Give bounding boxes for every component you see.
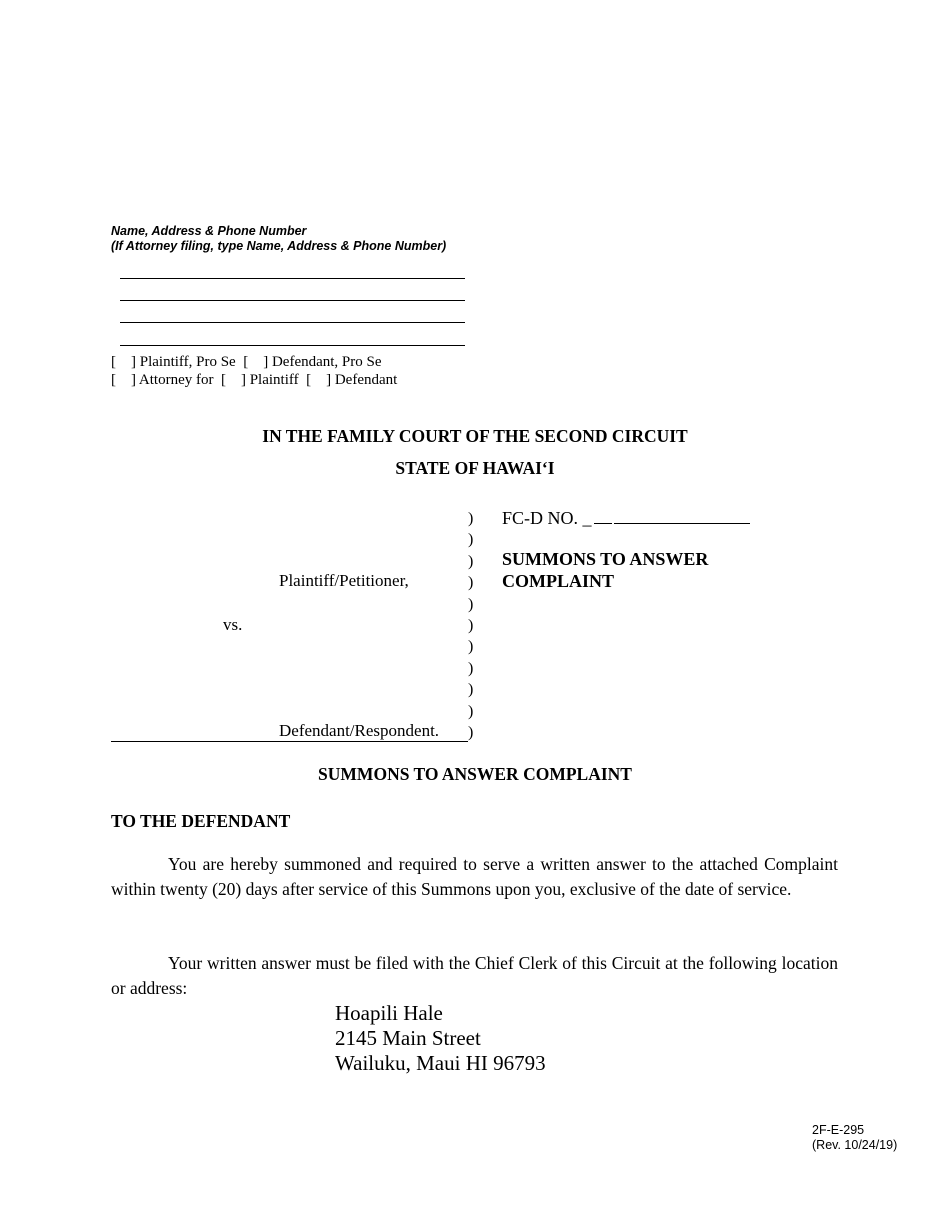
filer-info-line-4[interactable] [120,345,465,346]
filer-info-line-2[interactable] [120,300,465,301]
filer-info-instructions [111,224,446,254]
document-title: SUMMONS TO ANSWER COMPLAINT [318,764,632,784]
pro-se-checkbox-row[interactable]: [ ] Plaintiff, Pro Se [ ] Defendant, Pro Se [111,354,382,370]
caption-paren: ) [468,552,474,570]
caption-paren-column [468,508,480,743]
filer-info-line-3[interactable] [120,322,465,323]
caption-paren: ) [468,616,474,634]
case-number-blank-short[interactable] [594,507,612,524]
court-name: IN THE FAMILY COURT OF THE SECOND CIRCUIT [262,426,688,446]
caption-paren: ) [468,574,474,592]
address-street: 2145 Main Street [335,1026,481,1050]
form-revision: (Rev. 10/24/19) [812,1138,898,1152]
addressee-heading: TO THE DEFENDANT [111,811,291,831]
caption-document-title [502,548,708,592]
filer-info-label: Name, Address & Phone Number [111,224,307,238]
address-building: Hoapili Hale [335,1001,443,1025]
caption-paren: ) [468,681,474,699]
caption-title-line-1: SUMMONS TO ANSWER [502,549,709,569]
caption-paren: ) [468,659,474,677]
case-number-blank[interactable] [614,507,750,524]
caption-paren: ) [468,702,474,720]
caption-paren: ) [468,638,474,656]
case-number-label: FC-D NO. _ [502,508,592,528]
clerk-address [335,1001,546,1076]
attorney-checkbox-row[interactable]: [ ] Attorney for [ ] Plaintiff [ ] Defendant [111,372,398,388]
caption-paren: ) [468,595,474,613]
summons-paragraph: You are hereby summoned and required to serve a written answer to the attached Complaint within twenty (20) days after service of this Summons upon you, exclusive of the date of service. [111,854,838,899]
versus-label: vs. [223,615,243,634]
case-number-field[interactable] [502,507,750,529]
filer-info-line-1[interactable] [120,278,465,279]
caption-paren: ) [468,723,474,741]
attorney-filing-note: (If Attorney filing, type Name, Address & Phone Number) [111,239,447,253]
defendant-line [111,721,468,742]
filing-instructions-paragraph: Your written answer must be filed with the Chief Clerk of this Circuit at the following location or address: [111,953,838,998]
address-city: Wailuku, Maui HI 96793 [335,1051,546,1075]
court-state: STATE OF HAWAIʻI [395,458,555,478]
form-identifier [812,1123,897,1153]
caption-paren: ) [468,510,474,527]
defendant-label: Defendant/Respondent. [279,721,440,740]
plaintiff-label: Plaintiff/Petitioner, [279,571,409,590]
form-number: 2F-E-295 [812,1123,865,1137]
caption-title-line-2: COMPLAINT [502,571,614,591]
caption-paren: ) [468,531,474,549]
